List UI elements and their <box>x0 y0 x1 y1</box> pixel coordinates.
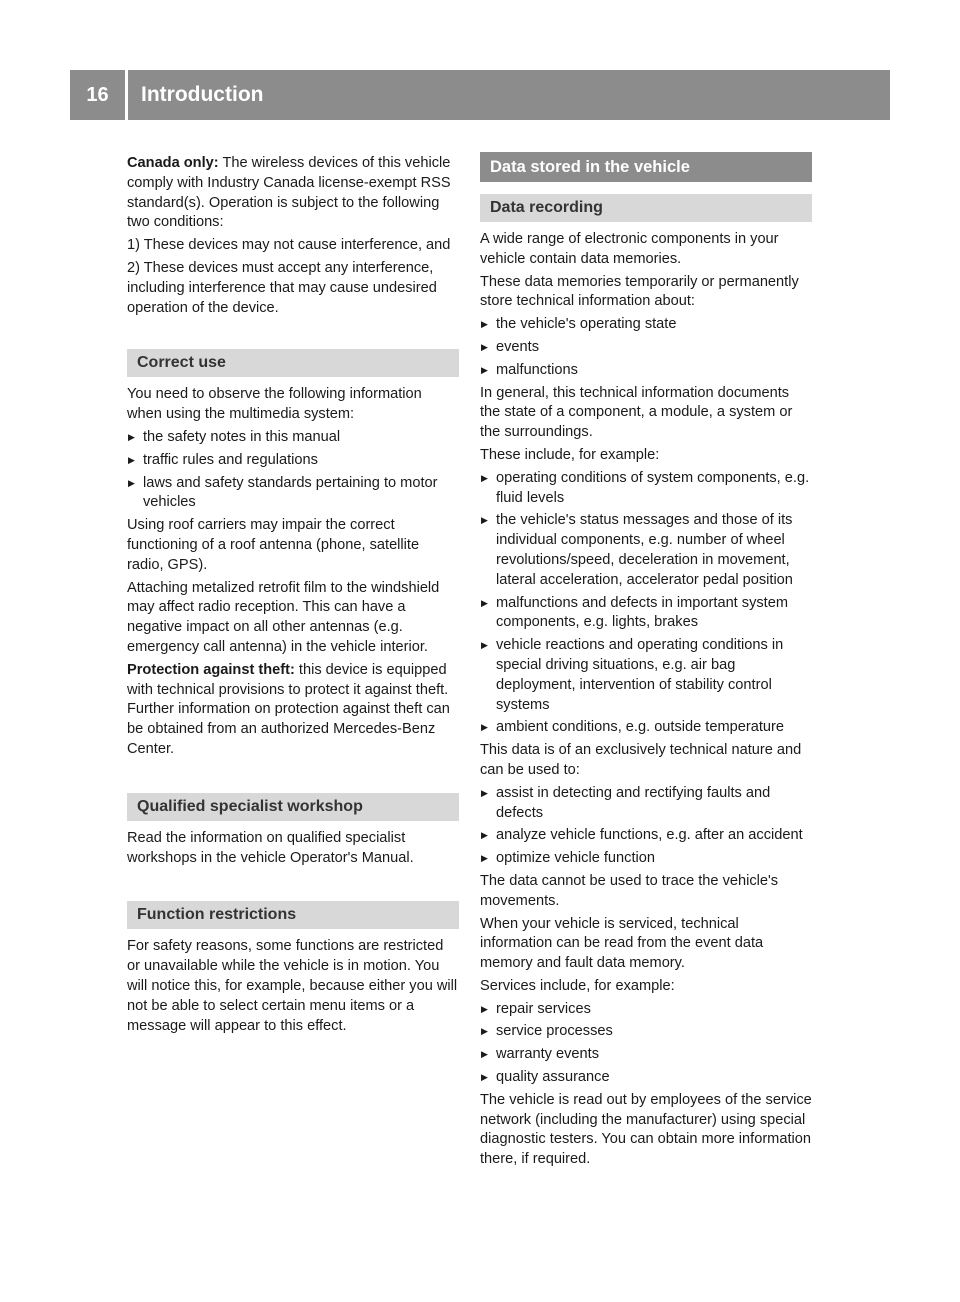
list-item: ▶ events <box>480 338 812 358</box>
stored-info-list <box>480 315 812 380</box>
data-recording-heading: Data recording <box>480 194 812 222</box>
list-item: ▶ analyze vehicle functions, e.g. after an accident <box>480 826 812 846</box>
list-item: ▶ the safety notes in this manual <box>127 428 459 448</box>
workshop-heading: Qualified specialist workshop <box>127 793 459 821</box>
workshop-text: Read the information on qualified specialist workshops in the vehicle Operator's Manual. <box>127 829 414 866</box>
list-item: ▶ operating conditions of system components, e.g. fluid levels <box>480 469 812 509</box>
list-item: ▶ vehicle reactions and operating conditions in special driving situations, e.g. air bag deployment, intervention of stability control systems <box>480 636 812 715</box>
condition-2: 2) These devices must accept any interference, including interference that may cause undesired operation of the device. <box>127 259 437 316</box>
data-stored-heading: Data stored in the vehicle <box>480 152 812 182</box>
list-item: ▶ malfunctions <box>480 361 812 381</box>
list-item: ▶ assist in detecting and rectifying faults and defects <box>480 784 812 824</box>
paragraph: When your vehicle is serviced, technical information can be read from the event data memory and fault data memory. <box>480 915 764 972</box>
list-item: ▶ ambient conditions, e.g. outside temperature <box>480 718 812 738</box>
correct-use-heading: Correct use <box>127 349 459 377</box>
paragraph: The data cannot be used to trace the vehicle's movements. <box>480 872 779 909</box>
theft-label: Protection against theft: <box>127 661 295 678</box>
right-column <box>480 152 812 1173</box>
examples-list <box>480 469 812 738</box>
restrictions-text: For safety reasons, some functions are restricted or unavailable while the vehicle is in motion. You will notice this, for example, because either you will not be able to select certain menu items or a message will appear to this effect. <box>127 938 458 1034</box>
list-item: ▶ optimize vehicle function <box>480 849 812 869</box>
chapter-title: Introduction <box>141 83 264 106</box>
canada-label: Canada only: <box>127 155 219 171</box>
list-item: ▶ service processes <box>480 1022 812 1042</box>
list-item: ▶ laws and safety standards pertaining to motor vehicles <box>127 474 459 514</box>
list-item: ▶ quality assurance <box>480 1068 812 1088</box>
paragraph: These data memories temporarily or permanently store technical information about: <box>480 273 799 310</box>
left-column <box>127 154 459 1039</box>
services-list <box>480 1000 812 1088</box>
list-item: ▶ repair services <box>480 1000 812 1020</box>
restrictions-heading: Function restrictions <box>127 901 459 929</box>
paragraph: This data is of an exclusively technical nature and can be used to: <box>480 742 802 778</box>
page-number: 16 <box>86 83 109 106</box>
retrofit-film-paragraph: Attaching metalized retrofit film to the windshield may affect radio reception. This can have a negative impact on all other antennas (e.g. emergency call antenna) in the vehicle interior. <box>127 579 440 655</box>
usage-list <box>480 784 812 869</box>
list-item: ▶ the vehicle's operating state <box>480 315 812 335</box>
theft-paragraph <box>127 661 459 760</box>
list-item: ▶ malfunctions and defects in important system components, e.g. lights, brakes <box>480 594 812 634</box>
paragraph: A wide range of electronic components in your vehicle contain data memories. <box>480 231 779 267</box>
theft-text: this device is equipped with technical provisions to protect it against theft. Further information on protection against theft can be obtained from an authorized Mercedes-Benz Center. <box>127 661 450 757</box>
list-item: ▶ the vehicle's status messages and those of its individual components, e.g. number of wheel revolutions/speed, deceleration in movement, lateral acceleration, accelerator pedal position <box>480 511 812 590</box>
correct-use-list <box>127 428 459 513</box>
paragraph: In general, this technical information documents the state of a component, a module, a system or the surroundings. <box>480 384 793 441</box>
header-divider <box>125 70 128 120</box>
list-item: ▶ warranty events <box>480 1045 812 1065</box>
list-item: ▶ traffic rules and regulations <box>127 451 459 471</box>
paragraph: The vehicle is read out by employees of the service network (including the manufacturer) using special diagnostic testers. You can obtain more information there, if required. <box>480 1091 812 1168</box>
condition-1: 1) These devices may not cause interference, and <box>127 237 451 254</box>
canada-paragraph <box>127 154 459 233</box>
paragraph: These include, for example: <box>480 446 660 463</box>
roof-carrier-paragraph: Using roof carriers may impair the correct functioning of a roof antenna (phone, satellite radio, GPS). <box>127 517 420 573</box>
canada-text: The wireless devices of this vehicle comply with Industry Canada license-exempt RSS standard(s). Operation is subject to the following two conditions: <box>127 155 451 231</box>
paragraph: Services include, for example: <box>480 977 675 994</box>
correct-use-intro: You need to observe the following information when using the multimedia system: <box>127 386 422 423</box>
